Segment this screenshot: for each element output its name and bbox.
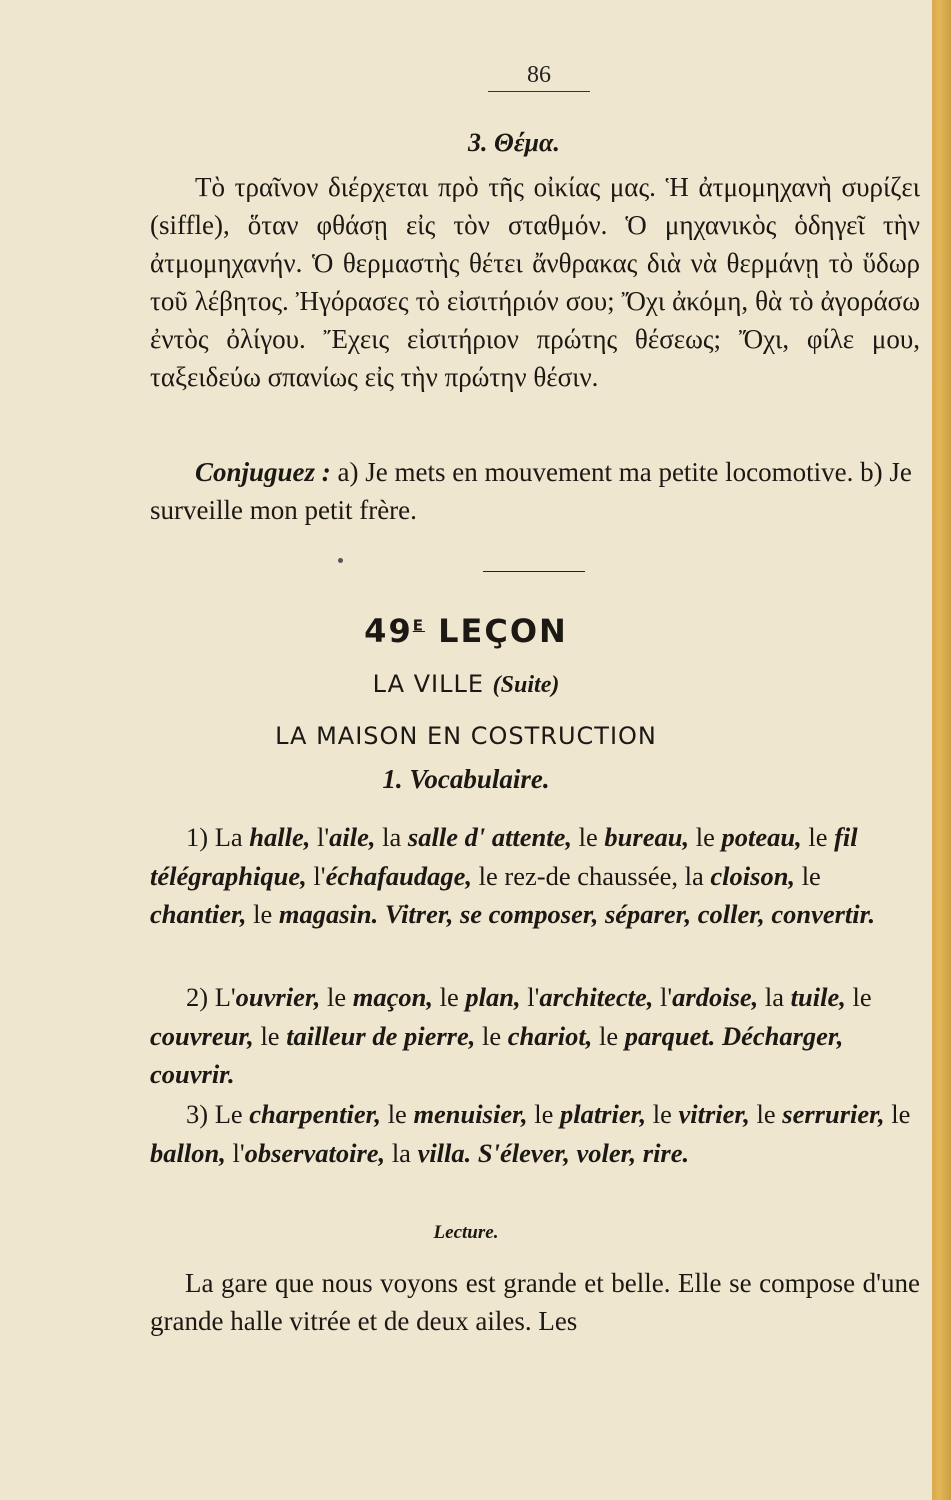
term: parquet. Décharger, couvrir. <box>150 1020 844 1089</box>
article: le <box>439 982 459 1012</box>
term: tailleur de pierre, <box>286 1020 476 1051</box>
term: vitrier, <box>678 1099 750 1129</box>
term: tuile, <box>790 982 846 1012</box>
term: menuisier, <box>413 1099 528 1129</box>
term: chantier, <box>150 899 247 929</box>
term: charpentier, <box>249 1099 382 1129</box>
article: le <box>852 982 872 1012</box>
conjugate-label: Conjuguez : <box>195 457 331 487</box>
article: le <box>253 899 273 929</box>
lesson-title: LEÇON <box>438 612 568 650</box>
vocabulary-title: 1. Vocabulaire. <box>382 764 550 794</box>
term: couvreur, <box>150 1020 254 1051</box>
term: serrurier, <box>782 1099 885 1129</box>
article: le <box>808 822 828 852</box>
term: cloison, <box>710 860 796 891</box>
lesson-ordinal: E <box>412 616 425 635</box>
article: le rez-de chaussée, la <box>478 860 704 891</box>
term: bureau, <box>604 822 690 852</box>
term: échafaudage, <box>325 860 473 891</box>
article: l' <box>232 1137 245 1168</box>
article: L' <box>214 982 236 1012</box>
article: l' <box>660 982 673 1012</box>
term: aile, <box>329 822 376 852</box>
article: La <box>214 822 243 852</box>
item-number: 1) <box>186 822 209 852</box>
lesson-subtitle <box>0 670 932 699</box>
term: platrier, <box>559 1099 647 1129</box>
article: le <box>756 1099 776 1129</box>
article: le <box>260 1020 280 1051</box>
article: l' <box>313 860 326 891</box>
page-edge <box>932 0 951 1500</box>
conjugate-exercise <box>150 453 920 529</box>
article: le <box>387 1099 407 1129</box>
conjugate-text: a) Je mets en mouvement ma petite locomotive. b) Je surveille mon petit frère. <box>150 457 912 525</box>
term: halle, <box>249 822 311 852</box>
lecture-title: Lecture. <box>433 1222 499 1243</box>
lesson-heading <box>0 612 932 650</box>
term: magasin. Vitrer, se composer, séparer, coller, convertir. <box>278 899 876 929</box>
lecture-paragraph: La gare que nous voyons est grande et belle. Elle se compose d'une grande halle vitrée et de deux ailes. Les <box>150 1268 920 1336</box>
term: salle d' attente, <box>407 822 573 852</box>
article: le <box>326 982 347 1012</box>
ink-speck <box>338 558 343 563</box>
term: observatoire, <box>244 1137 386 1168</box>
article: l' <box>527 982 540 1012</box>
term: ouvrier, <box>235 982 321 1012</box>
article: le <box>534 1099 554 1129</box>
term: villa. S'élever, voler, rire. <box>417 1137 690 1168</box>
article: la <box>764 982 785 1012</box>
lesson-heading-maison: LA MAISON EN COSTRUCTION <box>275 722 657 750</box>
article: Le <box>214 1099 243 1129</box>
term: maçon, <box>352 982 433 1012</box>
article: la <box>391 1137 411 1168</box>
article: le <box>481 1020 502 1051</box>
article: le <box>695 822 715 852</box>
article: le <box>578 822 598 852</box>
article: le <box>891 1099 911 1129</box>
term: chariot, <box>507 1020 593 1051</box>
term: fil télégraphique, <box>150 822 858 891</box>
greek-paragraph: Τὸ τραῖνον διέρχεται πρὸ τῆς οἰκίας μας. Ἡ ἀτμομηχανὴ συρίζει (siffle), ὅταν φθάσῃ εἰς τὸν σταθμόν. Ὁ μηχανικὸς ὁδηγεῖ τὴν ἀτμομηχανήν. Ὁ θερμαστὴς θέτει ἄνθρακας διὰ νὰ θερμάνῃ τὸ ὕδωρ τοῦ λέβητος. Ἠγόρασες τὸ εἰσιτήριόν σου; Ὄχι ἀκόμη, θὰ τὸ ἀγοράσω ἐντὸς ὀλίγου. Ἔχεις εἰσιτήριον πρώτης θέσεως; Ὄχι, φίλε μου, ταξειδεύω σπανίως εἰς τὴν πρώτην θέσιν. <box>150 172 920 392</box>
article: l' <box>317 822 330 852</box>
page-number: 86 <box>488 62 590 92</box>
section-divider <box>483 571 585 572</box>
term: poteau, <box>721 822 802 852</box>
vocabulary-item-1 <box>150 818 920 934</box>
term: plan, <box>465 982 521 1012</box>
article: le <box>599 1020 619 1051</box>
article: le <box>652 1099 672 1129</box>
subtitle-note: (Suite) <box>492 672 560 698</box>
article: le <box>801 860 821 891</box>
item-number: 3) <box>186 1099 209 1129</box>
theme-title: 3. Θέμα. <box>468 128 560 157</box>
term: ardoise, <box>672 982 759 1012</box>
subtitle-text: LA VILLE <box>372 670 485 698</box>
vocabulary-item-3 <box>150 1095 920 1172</box>
term: ballon, <box>150 1137 226 1168</box>
lesson-number: 49 <box>364 612 413 650</box>
vocabulary-item-2 <box>150 978 920 1094</box>
term: architecte, <box>539 982 654 1012</box>
item-number: 2) <box>186 982 209 1012</box>
article: la <box>382 822 402 852</box>
